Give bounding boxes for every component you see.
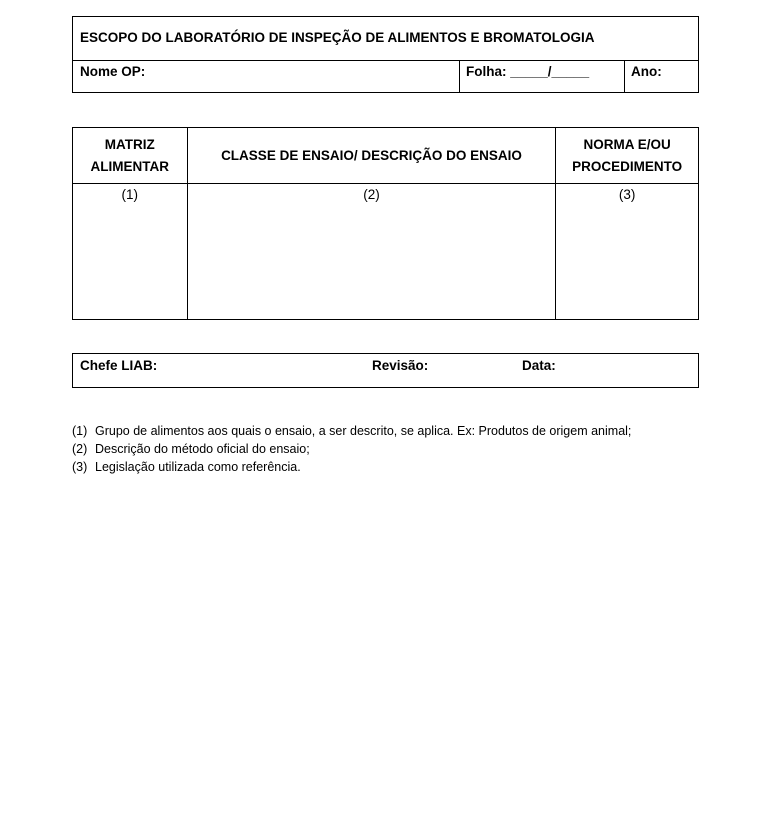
footnote-number: (1)	[72, 424, 88, 438]
list-item	[72, 458, 631, 476]
header-divider	[73, 60, 698, 61]
footnote-text: Descrição do método oficial do ensaio;	[95, 442, 310, 456]
ano-field[interactable]: Ano:	[631, 64, 662, 79]
column-header-matriz	[73, 128, 188, 184]
document-header	[72, 16, 699, 93]
list-item	[72, 440, 631, 458]
header-column-divider	[624, 60, 625, 92]
nome-op-field[interactable]: Nome OP:	[80, 64, 146, 79]
row-marker: (1)	[121, 187, 139, 202]
footnotes	[72, 422, 631, 476]
table-cell-classe[interactable]	[187, 184, 556, 320]
column-header-line: MATRIZ	[104, 136, 155, 152]
data-field[interactable]: Data:	[522, 358, 556, 373]
column-header-line: PROCEDIMENTO	[572, 158, 683, 174]
footnote-number: (2)	[72, 442, 88, 456]
list-item	[72, 422, 631, 440]
row-marker: (2)	[363, 187, 380, 202]
scope-table	[72, 127, 699, 320]
table-cell-matriz[interactable]	[73, 184, 188, 320]
column-header-classe	[187, 128, 556, 184]
document-title: ESCOPO DO LABORATÓRIO DE INSPEÇÃO DE ALIMENTOS E BROMATOLOGIA	[80, 30, 595, 45]
table-row	[73, 184, 699, 320]
column-header-norma	[556, 128, 699, 184]
table-header-row	[73, 128, 699, 184]
table-cell-norma[interactable]	[556, 184, 699, 320]
signature-footer	[72, 353, 699, 388]
folha-field[interactable]: Folha: _____/_____	[466, 64, 590, 79]
column-header-line: CLASSE DE ENSAIO/ DESCRIÇÃO DO ENSAIO	[221, 147, 522, 163]
chefe-liab-field[interactable]: Chefe LIAB:	[80, 358, 158, 373]
column-header-line: ALIMENTAR	[90, 158, 170, 174]
column-header-line: NORMA E/OU	[583, 136, 671, 152]
revisao-field[interactable]: Revisão:	[372, 358, 429, 373]
row-marker: (3)	[618, 187, 636, 202]
header-column-divider	[459, 60, 460, 92]
footnote-text: Grupo de alimentos aos quais o ensaio, a ser descrito, se aplica. Ex: Produtos de origem animal;	[95, 424, 632, 438]
footnote-number: (3)	[72, 460, 88, 474]
footnote-text: Legislação utilizada como referência.	[95, 460, 301, 474]
